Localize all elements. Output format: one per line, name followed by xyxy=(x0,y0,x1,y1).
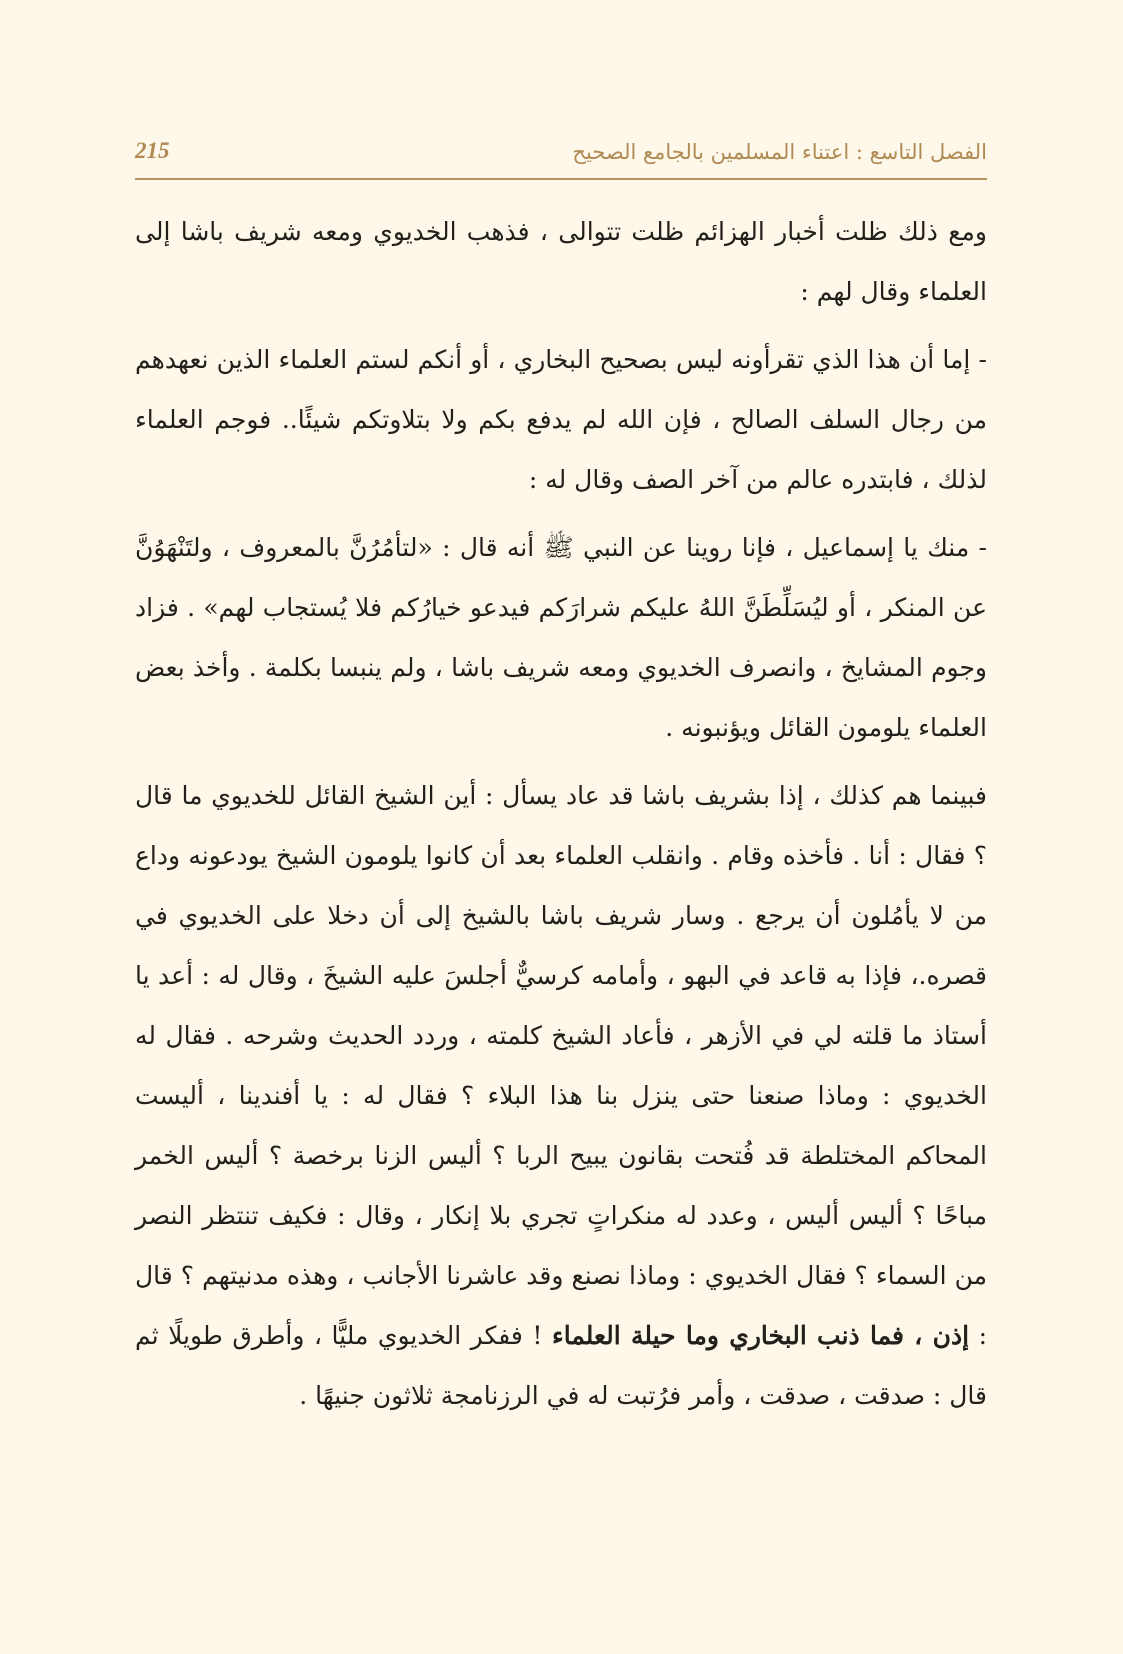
paragraph-4-bold-phrase: إذن ، فما ذنب البخاري وما حيلة العلماء xyxy=(551,1321,970,1350)
paragraph-4-text-end: ! ففكر الخديوي مليًّا ، وأطرق طويلًا ثم قال : صدقت ، صدقت ، وأمر فرُتبت له في الرزنامجة ثلاثون جنيهًا . xyxy=(135,1321,987,1410)
paragraph-4-text-start: فبينما هم كذلك ، إذا بشريف باشا قد عاد يسأل : أين الشيخ القائل للخديوي ما قال ؟ فقال : أنا . فأخذه وقام . وانقلب العلماء بعد أن كانوا يلومون الشيخ يودعونه وداع من لا يأمُلون أن يرجع . وسار شريف باشا بالشيخ إلى أن دخلا على الخديوي في قصره.، فإذا به قاعد في البهو ، وأمامه كرسيٌّ أجلسَ عليه الشيخَ ، وقال له : أعد يا أستاذ ما قلته لي في الأزهر ، فأعاد الشيخ كلمته ، وردد الحديث وشرحه . فقال له الخديوي : وماذا صنعنا حتى ينزل بنا هذا البلاء ؟ فقال له : يا أفندينا ، أليست المحاكم المختلطة قد فُتحت بقانون يبيح الربا ؟ أليس الزنا برخصة ؟ أليس الخمر مباحًا ؟ أليس أليس ، وعدد له منكراتٍ تجري بلا إنكار ، وقال : فكيف تنتظر النصر من السماء ؟ فقال الخديوي : وماذا نصنع وقد عاشرنا الأجانب ، وهذه مدنيتهم ؟ قال : xyxy=(135,781,987,1350)
book-page xyxy=(135,130,987,1630)
paragraph-3: - منك يا إسماعيل ، فإنا روينا عن النبي ﷺ أنه قال : «لتأمُرُنَّ بالمعروف ، ولتَنْهَوُنَّ عن المنكر ، أو ليُسَلِّطَنَّ اللهُ عليكم شرارَكم فيدعو خيارُكم فلا يُستجاب لهم» . فزاد وجوم المشايخ ، وانصرف الخديوي ومعه شريف باشا ، ولم ينبسا بكلمة . وأخذ بعض العلماء يلومون القائل ويؤنبونه . xyxy=(135,533,987,742)
paragraph-2: - إما أن هذا الذي تقرأونه ليس بصحيح البخاري ، أو أنكم لستم العلماء الذين نعهدهم من رجال السلف الصالح ، فإن الله لم يدفع بكم ولا بتلاوتكم شيئًا.. فوجم العلماء لذلك ، فابتدره عالم من آخر الصف وقال له : xyxy=(135,345,987,494)
body-text xyxy=(135,202,987,1426)
running-header xyxy=(135,130,987,180)
page-number: 215 xyxy=(135,138,170,163)
chapter-title: الفصل التاسع : اعتناء المسلمين بالجامع الصحيح xyxy=(572,140,987,164)
paragraph-4 xyxy=(135,766,987,1426)
paragraph-1: ومع ذلك ظلت أخبار الهزائم ظلت تتوالى ، فذهب الخديوي ومعه شريف باشا إلى العلماء وقال لهم : xyxy=(135,217,987,306)
